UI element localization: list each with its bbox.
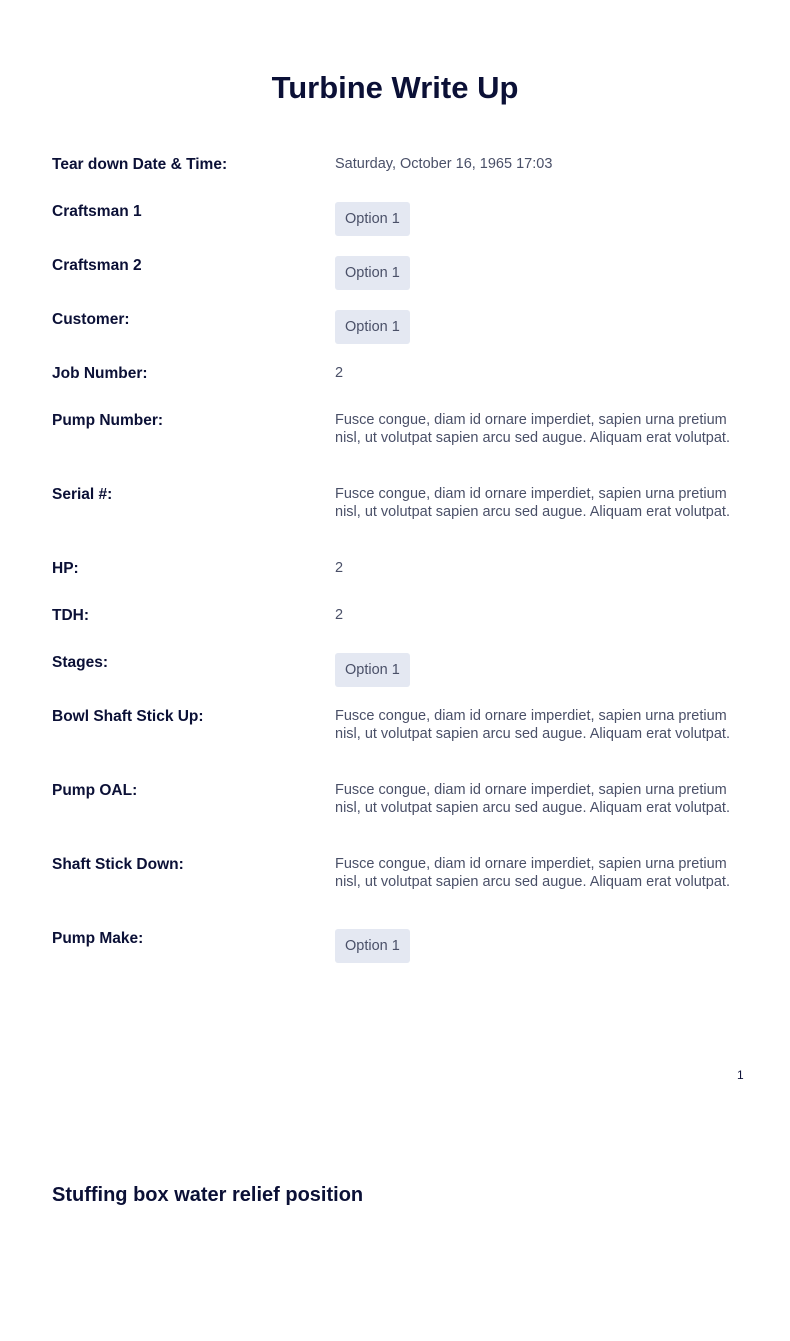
field-label: Bowl Shaft Stick Up: (52, 708, 204, 725)
field-label: Job Number: (52, 365, 148, 382)
section-title: Stuffing box water relief position (52, 1184, 364, 1206)
field-label: HP: (52, 560, 79, 577)
stages-option-chip[interactable]: Option 1 (335, 653, 410, 687)
tdh-value: 2 (335, 607, 344, 623)
customer-option-chip[interactable]: Option 1 (335, 310, 410, 344)
field-label: Customer: (52, 311, 130, 328)
field-label: Craftsman 1 (52, 203, 142, 220)
field-label: Tear down Date & Time: (52, 156, 228, 173)
field-label: Stages: (52, 654, 108, 671)
craftsman1-option-chip[interactable]: Option 1 (335, 202, 410, 236)
job-number-value: 2 (335, 365, 344, 381)
pump-number-value: Fusce congue, diam id ornare imperdiet, sapien urna pretium nisl, ut volutpat sapien arcu sed augue. Aliquam erat volutpat. (335, 412, 730, 446)
field-label: Pump OAL: (52, 782, 138, 799)
bowl-shaft-value: Fusce congue, diam id ornare imperdiet, sapien urna pretium nisl, ut volutpat sapien arcu sed augue. Aliquam erat volutpat. (335, 708, 730, 742)
hp-value: 2 (335, 560, 344, 576)
field-label: Pump Make: (52, 930, 144, 947)
shaft-stick-down-value: Fusce congue, diam id ornare imperdiet, sapien urna pretium nisl, ut volutpat sapien arcu sed augue. Aliquam erat volutpat. (335, 856, 730, 890)
field-label: Shaft Stick Down: (52, 856, 184, 873)
field-label: Craftsman 2 (52, 257, 142, 274)
field-label: Serial #: (52, 486, 113, 503)
serial-value: Fusce congue, diam id ornare imperdiet, sapien urna pretium nisl, ut volutpat sapien arcu sed augue. Aliquam erat volutpat. (335, 486, 730, 520)
pump-make-option-chip[interactable]: Option 1 (335, 929, 410, 963)
teardown-datetime-value: Saturday, October 16, 1965 17:03 (335, 156, 553, 172)
craftsman2-option-chip[interactable]: Option 1 (335, 256, 410, 290)
field-label: TDH: (52, 607, 90, 624)
pump-oal-value: Fusce congue, diam id ornare imperdiet, sapien urna pretium nisl, ut volutpat sapien arcu sed augue. Aliquam erat volutpat. (335, 782, 730, 816)
page-number: 1 (737, 1068, 744, 1082)
field-label: Pump Number: (52, 412, 164, 429)
page-title: Turbine Write Up (271, 70, 519, 105)
